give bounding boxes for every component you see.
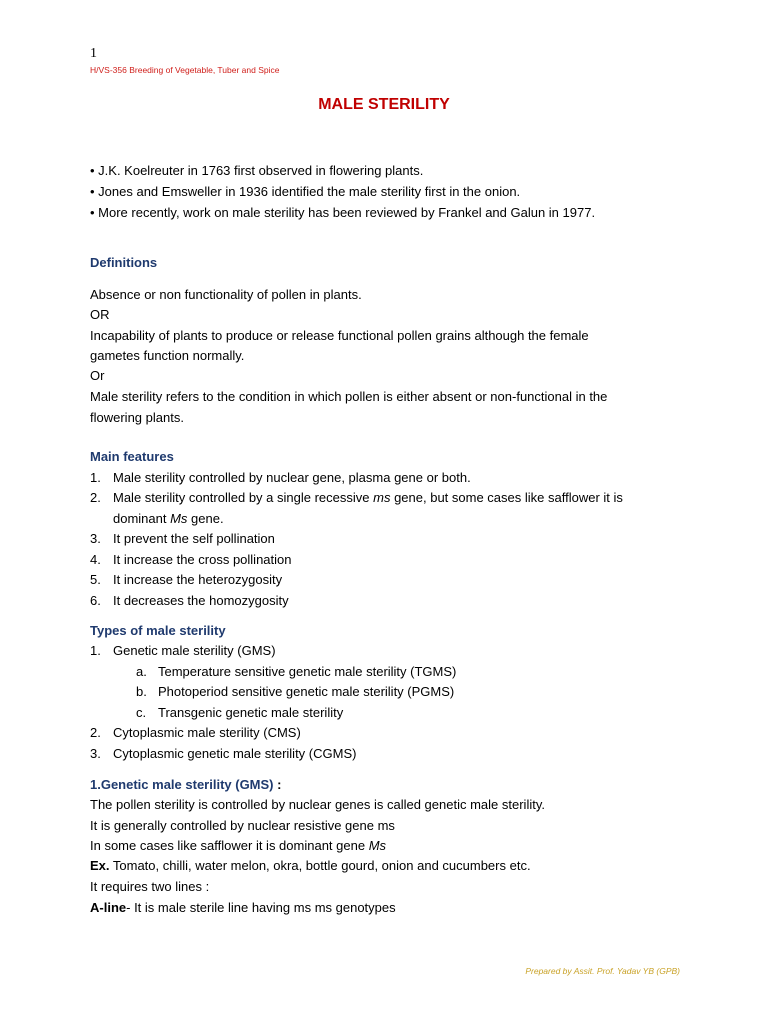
feature-text-continued (113, 511, 224, 527)
subtype-letter: b. (136, 684, 147, 699)
page-title: MALE STERILITY (318, 96, 450, 113)
feature-text: It increase the heterozygosity (113, 572, 283, 587)
type-text: Cytoplasmic genetic male sterility (CGMS) (113, 746, 357, 761)
subtype-text: Transgenic genetic male sterility (158, 705, 344, 720)
feature-number: 1. (90, 470, 101, 485)
feature-text-part: Male sterility controlled by a single recessive (113, 490, 374, 505)
feature-text: It increase the cross pollination (113, 552, 292, 567)
gms-aline (90, 900, 396, 916)
gms-heading-line (90, 777, 281, 793)
gms-line-1: The pollen sterility is controlled by nuclear genes is called genetic male sterility. (90, 797, 545, 812)
feature-number: 3. (90, 531, 101, 546)
definition-line-7: flowering plants. (90, 410, 184, 425)
page-number: 1 (90, 46, 97, 61)
types-heading: Types of male sterility (90, 623, 226, 638)
gms-heading-suffix: : (273, 777, 282, 792)
type-number: 1. (90, 643, 101, 658)
aline-label: A-line (90, 900, 127, 915)
definition-line-6: Male sterility refers to the condition in which pollen is either absent or non-functional in the (90, 389, 608, 404)
gms-example-line (90, 858, 531, 874)
feature-text: It prevent the self pollination (113, 531, 275, 546)
type-number: 3. (90, 746, 101, 761)
gms-line-2: It is generally controlled by nuclear resistive gene ms (90, 818, 395, 833)
feature-text (113, 490, 623, 506)
example-text: Tomato, chilli, water melon, okra, bottle gourd, onion and cucumbers etc. (109, 858, 531, 873)
intro-bullet-2: • Jones and Emsweller in 1936 identified the male sterility first in the onion. (90, 184, 521, 199)
example-label: Ex. (90, 858, 110, 873)
intro-bullet-1: • J.K. Koelreuter in 1763 first observed in flowering plants. (90, 163, 424, 178)
feature-text: Male sterility controlled by nuclear gene, plasma gene or both. (113, 470, 471, 485)
definition-line-5: Or (90, 368, 105, 383)
type-number: 2. (90, 725, 101, 740)
feature-text-part: dominant (113, 511, 171, 526)
gms-line-3-text: In some cases like safflower it is dominant gene (90, 838, 369, 853)
feature-number: 2. (90, 490, 101, 505)
subtype-text: Temperature sensitive genetic male sterility (TGMS) (158, 664, 457, 679)
subtype-text: Photoperiod sensitive genetic male sterility (PGMS) (158, 684, 455, 699)
footer-credit: Prepared by Assit. Prof. Yadav YB (GPB) (525, 966, 680, 976)
definition-line-4: gametes function normally. (90, 348, 245, 363)
gms-line-3 (90, 838, 386, 854)
definition-line-1: Absence or non functionality of pollen in plants. (90, 287, 362, 302)
feature-text-part: gene. (187, 511, 224, 526)
feature-number: 5. (90, 572, 101, 587)
definition-line-2: OR (90, 307, 110, 322)
definitions-heading: Definitions (90, 255, 158, 270)
gms-heading: 1.Genetic male sterility (GMS) (90, 777, 274, 792)
gene-symbol: Ms (368, 838, 387, 853)
aline-text: - It is male sterile line having ms ms genotypes (126, 900, 396, 915)
intro-bullet-3: • More recently, work on male sterility has been reviewed by Frankel and Galun in 1977. (90, 205, 596, 220)
definition-line-3: Incapability of plants to produce or release functional pollen grains although the female (90, 328, 589, 343)
feature-text: It decreases the homozygosity (113, 593, 289, 608)
gene-symbol: Ms (170, 511, 188, 526)
type-text: Genetic male sterility (GMS) (113, 643, 276, 658)
feature-number: 6. (90, 593, 101, 608)
subtype-letter: a. (136, 664, 147, 679)
feature-text-part: gene, but some cases like safflower it is (390, 490, 623, 505)
gms-line-5: It requires two lines : (90, 879, 210, 894)
subtype-letter: c. (136, 705, 147, 720)
course-header: H/VS-356 Breeding of Vegetable, Tuber and Spice (90, 65, 280, 75)
gene-symbol: ms (373, 490, 391, 505)
type-text: Cytoplasmic male sterility (CMS) (113, 725, 301, 740)
main-features-heading: Main features (90, 449, 174, 464)
feature-number: 4. (90, 552, 101, 567)
